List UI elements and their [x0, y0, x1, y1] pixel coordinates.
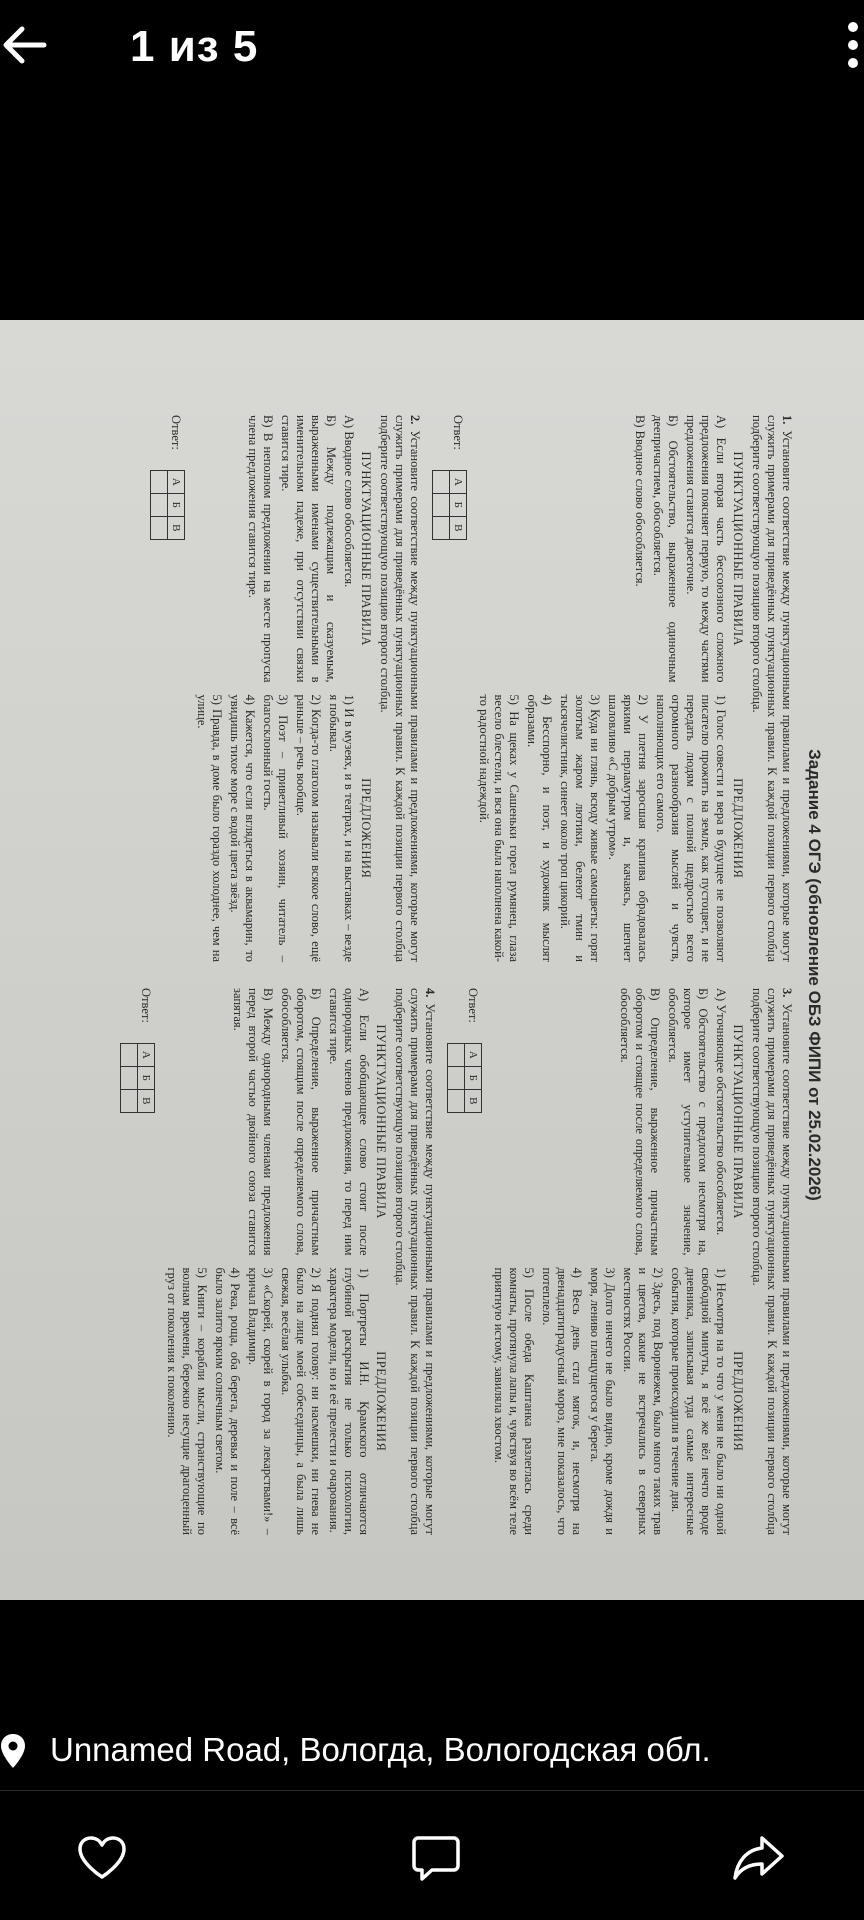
example-2: 2) Когда-то глаголом называли всякое слово, ещё раньше – речь вообще. — [294, 694, 323, 962]
example-1: 1) Голос совести и вера в будущее не позволяют писателю прожить на земле, как пустоцвет, и не передать людям с полной щедростью всего огромного разнообразия мыслей и чувств, наполняющих его самого. — [654, 694, 728, 962]
rule-a: А) Уточняющее обстоятельство обособляется. — [714, 988, 728, 1236]
back-button[interactable] — [0, 20, 60, 80]
task-1 — [432, 415, 794, 962]
rule-a: А) Вводное слово обособляется. — [342, 415, 356, 588]
example-4: 4) Бесспорно, и поэт, и художник мыслят образами. — [525, 694, 554, 962]
task-number: 2. — [408, 415, 422, 425]
example-5: 5) После обеда Каштанка разлеглась среди комнаты, протянула лапы и, чувствуя во всём теле приятную истому, завиляла хвостом. — [492, 1267, 536, 1535]
examples-header: ПРЕДЛОЖЕНИЯ — [731, 778, 745, 879]
example-1: 1) И в музеях, и в театрах, и на выставках – везде я побывал. — [327, 694, 356, 962]
example-4: 4) Кажется, что если вглядеться в аквамарин, то увидишь тихое море с водой цвета звёзд. — [228, 694, 257, 962]
top-bar — [0, 0, 864, 110]
rule-c: В) Между однородными членами предложения перед второй частью двойного союза ставится запятая. — [231, 988, 275, 1256]
example-1: 1) Несмотря на то что у меня не было ни одной свободной минуты, я всё же вёл нечто вроде дневника, записывая туда самые интересные события, которые происходили в течение дня. — [669, 1267, 728, 1535]
example-3: 3) «Скорей, скорей в город за лекарствами!» – кричал Владимир. — [246, 1267, 275, 1535]
task-2 — [150, 415, 422, 962]
example-5: 5) На щеках у Сашеньки горел румянец, глаза весело блестели, и вся она была наполнена какой-то радостной надеждой. — [477, 694, 521, 962]
task-text: Установите соответствие между пунктуационными правилами и предложениями, которые могут служить примерами для приведённых пунктуационных правил. К каждой позиции первого столбца подберите соответствующую позицию второго столбца. — [750, 988, 794, 1535]
share-button[interactable] — [730, 1830, 786, 1886]
rule-c: В) Определение, выраженное причастным оборотом и стоящее после определяемого слова, обособляется. — [618, 988, 662, 1256]
answer-row — [120, 988, 155, 1535]
example-4: 4) Весь день стал мягок, и, несмотря на двенадцатиградусный мороз, мне показалось, что потеплело. — [540, 1267, 584, 1535]
more-options-button[interactable] — [844, 22, 864, 82]
photo-image[interactable] — [0, 320, 864, 1600]
rules-header: ПУНКТУАЦИОННЫЕ ПРАВИЛА — [731, 1024, 745, 1219]
examples-header: ПРЕДЛОЖЕНИЯ — [359, 778, 373, 879]
rule-b: Б) Обстоятельство с предлогом несмотря на, которое имеет уступительное значение, обособляется. — [666, 988, 710, 1256]
rules-header: ПУНКТУАЦИОННЫЕ ПРАВИЛА — [374, 1024, 388, 1219]
answer-row — [432, 415, 467, 962]
rule-a: А) Если обобщающее слово стоит после однородных членов предложения, то перед ним ставится тире. — [327, 988, 371, 1256]
divider — [0, 1790, 864, 1791]
location-row[interactable] — [0, 1715, 864, 1785]
example-3: 3) Долго ничего не было видно, кроме дождя и моря, лениво плещущегося у берега. — [588, 1267, 617, 1535]
answer-table: А Б В — [120, 1043, 155, 1113]
rule-b: Б) Между подлежащим и сказуемым, выраженными именами существительными в именительном падеже, при отсутствии связки ставится тире. — [279, 415, 338, 683]
heart-icon — [74, 1830, 130, 1886]
rule-c: В) Вводное слово обособляется. — [633, 415, 647, 587]
task-4 — [120, 988, 437, 1535]
example-2: 2) Я поднял голову: ни насмешки, ни гнева не было на лице моей собеседницы, а была лишь свежая, весёлая улыбка. — [279, 1267, 323, 1535]
more-vertical-icon — [844, 22, 864, 68]
rule-b: Б) Обстоятельство, выраженное одиночным деепричастием, обособляется. — [651, 415, 680, 683]
example-5: 5) Правда, в доме было гораздо холоднее, чем на улице. — [195, 694, 224, 962]
answer-label: Ответ: — [451, 415, 465, 450]
arrow-left-icon — [0, 20, 50, 70]
task-text: Установите соответствие между пунктуационными правилами и предложениями, которые могут служить примерами для приведённых пунктуационных правил. К каждой позиции первого столбца подберите соответствующую позицию второго столбца. — [750, 415, 794, 962]
rule-c: В) В неполном предложении на месте пропуска члена предложения ставится тире. — [246, 415, 275, 683]
location-pin-icon — [0, 1733, 26, 1769]
examples-header: ПРЕДЛОЖЕНИЯ — [731, 1351, 745, 1452]
photo-counter: 1 из 5 — [130, 22, 259, 71]
location-text: Unnamed Road, Вологда, Вологодская обл. — [50, 1731, 711, 1768]
share-icon — [730, 1830, 786, 1886]
example-3: 3) Куда ни глянь, всюду живые самоцветы: горят золотым жаром лютики, белеют тмин и тысячелистник, синеет около троп цикорий. — [558, 694, 602, 962]
examples-header: ПРЕДЛОЖЕНИЯ — [374, 1351, 388, 1452]
example-2: 2) У плетня заросшая крапива обрадовалась яркими перламутром и, качаясь, шепчет шаловливо «С добрым утром». — [606, 694, 650, 962]
task-number: 1. — [780, 415, 794, 425]
answer-row — [447, 988, 482, 1535]
action-bar — [0, 1800, 864, 1920]
document-column-left — [110, 415, 794, 962]
rules-header: ПУНКТУАЦИОННЫЕ ПРАВИЛА — [359, 451, 373, 646]
example-3: 3) Поэт – приветливый хозяин, читатель – благосклонный гость. — [261, 694, 290, 962]
task-number: 4. — [423, 988, 437, 998]
task-number: 3. — [780, 988, 794, 998]
document-title: Задание 4 ОГЭ (обновление ОБЗ ФИПИ от 25.02.2026) — [805, 749, 824, 1201]
document-column-right — [110, 988, 794, 1535]
rule-b: Б) Определение, выраженное причастным оборотом, стоящим после определяемого слова, обособляется. — [279, 988, 323, 1256]
comment-icon — [408, 1830, 464, 1886]
document-sheet — [0, 320, 864, 1600]
answer-label: Ответ: — [466, 988, 480, 1023]
answer-label: Ответ: — [169, 415, 183, 450]
task-text: Установите соответствие между пунктуационными правилами и предложениями, которые могут служить примерами для приведённых пунктуационных правил. К каждой позиции первого столбца подберите соответствующую позицию второго столбца. — [378, 415, 422, 962]
answer-row — [150, 415, 185, 962]
task-3 — [447, 988, 794, 1535]
example-2: 2) Здесь, под Воронежем, было много таких трав и цветов, какие не встречались в северных местностях России. — [621, 1267, 665, 1535]
rules-header: ПУНКТУАЦИОННЫЕ ПРАВИЛА — [731, 451, 745, 646]
example-1: 1) Портреты И.Н. Крамского отличаются глубиной раскрытия не только психологии, характера модели, но и её прелести и очарования. — [327, 1267, 371, 1535]
answer-label: Ответ: — [139, 988, 153, 1023]
task-text: Установите соответствие между пунктуационными правилами и предложениями, которые могут служить примерами для приведённых пунктуационных правил. К каждой позиции первого столбца подберите соответствующую позицию второго столбца. — [393, 988, 437, 1535]
rule-a: А) Если вторая часть бессоюзного сложного предложения поясняет первую, то между частями предложения ставится двоеточие. — [684, 415, 728, 683]
example-5: 5) Книги – корабли мысли, странствующие по волнам времени, бережно несущие драгоценный груз от поколения к поколению. — [165, 1267, 209, 1535]
answer-table: А Б В — [432, 470, 467, 540]
example-4: 4) Река, роща, оба берега, деревья и поле – всё было залито ярким солнечным светом. — [213, 1267, 242, 1535]
like-button[interactable] — [74, 1830, 130, 1886]
answer-table: А Б В — [150, 470, 185, 540]
comment-button[interactable] — [408, 1830, 464, 1886]
answer-table: А Б В — [447, 1043, 482, 1113]
